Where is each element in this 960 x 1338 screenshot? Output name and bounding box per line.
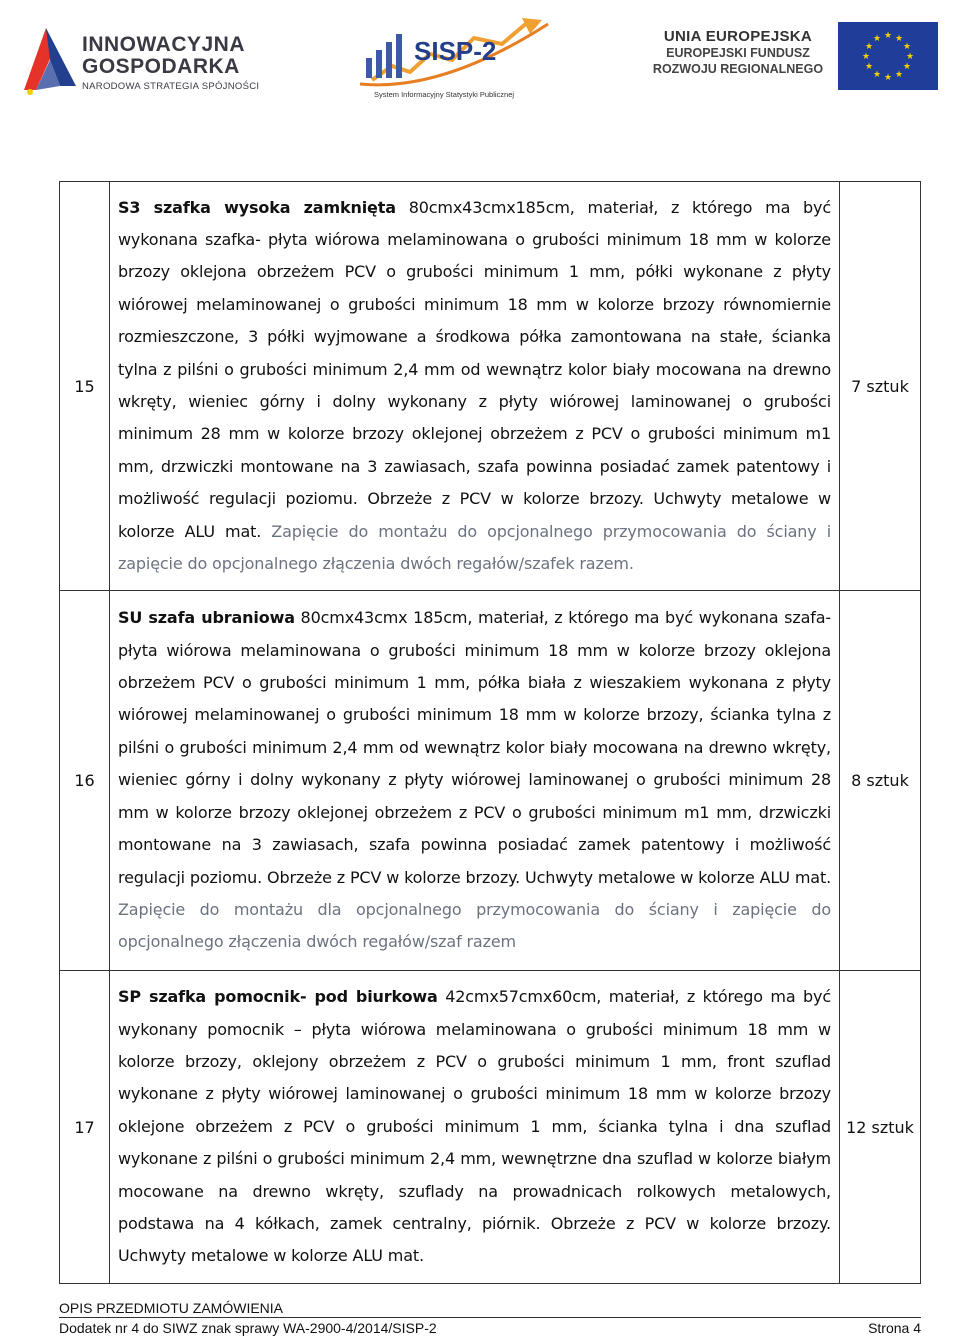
item-name: SP szafka pomocnik- pod biurkowa (118, 987, 438, 1007)
row-number: 16 (60, 591, 110, 971)
svg-text:★: ★ (894, 70, 904, 80)
svg-text:★: ★ (894, 34, 904, 44)
eu-line1: UNIA EUROPEJSKA (663, 28, 813, 45)
item-specification: 80cmx43cmx 185cm, materiał, z którego ma być wykonana szafa- płyta wiórowa melaminowana o grubości minimum 18 mm w kolorze brzozy oklejona obrzeżem PCV o grubości minimum 1 mm, półka biała z wieszakiem wykonana z płyty wiórowej melaminowanej o grubości minimum 18 mm w kolorze brzozy, ścianka tylna z pilśni o grubości minimum 2,4 mm od wewnątrz kolor biały mocowana na drewno wkręty, wieniec górny i dolny wykonany z płyty wiórowej laminowanej o grubości minimum 28 mm w kolorze brzozy oklejonej obrzeżem z PCV o grubości minimum m1 mm, drzwiczki montowane na 3 zawiasach, szafa powinna posiadać zamek patentowy i możliwość regulacji poziomu. Obrzeże z PCV w kolorze brzozy. Uchwyty metalowe w kolorze ALU mat. (118, 608, 831, 887)
row-quantity: 12 sztuk (840, 971, 921, 1284)
table-row (60, 971, 921, 1284)
svg-text:★: ★ (864, 42, 874, 52)
ig-line3: NARODOWA STRATEGIA SPÓJNOŚCI (82, 81, 260, 92)
row-number: 17 (60, 971, 110, 1284)
ig-line2: GOSPODARKA (82, 55, 240, 78)
svg-text:★: ★ (872, 34, 882, 44)
footer-reference (59, 1317, 921, 1337)
specification-table (59, 181, 921, 1284)
svg-text:★: ★ (864, 62, 874, 72)
svg-text:★: ★ (905, 52, 915, 62)
sisp-subtitle: System Informacyjny Statystyki Publicznej (374, 90, 515, 99)
footer-title: OPIS PRZEDMIOTU ZAMÓWIENIA (59, 1300, 284, 1316)
sisp2-logo (352, 14, 562, 104)
svg-text:★: ★ (902, 42, 912, 52)
page-footer (59, 1299, 921, 1337)
row-description (110, 971, 840, 1284)
item-note: Zapięcie do montażu dla opcjonalnego przymocowania do ściany i zapięcie do opcjonalnego złączenia dwóch regałów/szaf razem (118, 899, 831, 952)
sisp-title: SISP-2 (414, 36, 497, 66)
eu-line2: EUROPEJSKI FUNDUSZ (666, 46, 810, 60)
row-quantity: 7 sztuk (840, 182, 921, 591)
svg-text:★: ★ (861, 52, 871, 62)
innowacyjna-gospodarka-logo (20, 20, 260, 100)
ig-line1: INNOWACYJNA (82, 33, 246, 56)
eu-logo (652, 22, 942, 102)
svg-text:★: ★ (883, 73, 893, 83)
eu-line3: ROZWOJU REGIONALNEGO (652, 62, 824, 76)
row-description (110, 591, 840, 971)
item-name: SU szafa ubraniowa (118, 608, 295, 628)
row-quantity: 8 sztuk (840, 591, 921, 971)
svg-text:★: ★ (883, 31, 893, 41)
header-logos (0, 0, 960, 120)
item-note: Zapięcie do montażu do opcjonalnego przymocowania do ściany i zapięcie do opcjonalnego złączenia dwóch regałów/szafek razem. (118, 521, 831, 574)
page-number: Strona 4 (868, 1320, 921, 1336)
item-specification: 80cmx43cmx185cm, materiał, z którego ma być wykonana szafka- płyta wiórowa melaminowana o grubości minimum 18 mm w kolorze brzozy oklejona obrzeżem PCV o grubości minimum 1 mm, półki wykonane z płyty wiórowej melaminowanej o grubości minimum 18 mm w kolorze brzozy równomiernie rozmieszczone, 3 półki wyjmowane a środkowa półka zamontowana na stałe, ścianka tylna z pilśni o grubości minimum 2,4 mm od wewnątrz kolor biały mocowana na drewno wkręty, wieniec górny i dolny wykonany z płyty wiórowej laminowanej o grubości minimum 28 mm w kolorze brzozy oklejonej obrzeżem z PCV o grubości minimum m1 mm, drzwiczki montowane na 3 zawiasach, szafa powinna posiadać zamek patentowy i możliwość regulacji poziomu. Obrzeże z PCV w kolorze brzozy. Uchwyty metalowe w kolorze ALU mat. (118, 197, 831, 541)
table-row (60, 182, 921, 591)
svg-text:★: ★ (902, 62, 912, 72)
item-name: S3 szafka wysoka zamknięta (118, 197, 396, 217)
item-specification: 42cmx57cmx60cm, materiał, z którego ma być wykonany pomocnik – płyta wiórowa melaminowana o grubości minimum 18 mm w kolorze brzozy, oklejony obrzeżem z PCV o grubości minimum 1 mm, front szuflad wykonane z płyty wiórowej laminowanej o grubości minimum 18 mm w kolorze brzozy oklejone obrzeżem z PCV o grubości minimum 1 mm, ścianka tylna i dna szuflad wykonane z pilśni o grubości minimum 2,4 mm, wewnętrzne dna szuflad w kolorze białym mocowane na drewno wkręty, szuflady na prowadnicach rolkowych metalowych, podstawa na 4 kółkach, zamek centralny, piórnik. Obrzeże z PCV w kolorze brzozy. Uchwyty metalowe w kolorze ALU mat. (118, 987, 831, 1266)
table-row (60, 591, 921, 971)
row-description (110, 182, 840, 591)
svg-text:★: ★ (872, 70, 882, 80)
footer-case-number: Dodatek nr 4 do SIWZ znak sprawy WA-2900-4/2014/SISP-2 (59, 1320, 437, 1336)
ig-emblem-icon (20, 20, 80, 100)
eu-flag-icon (838, 22, 938, 90)
row-number: 15 (60, 182, 110, 591)
